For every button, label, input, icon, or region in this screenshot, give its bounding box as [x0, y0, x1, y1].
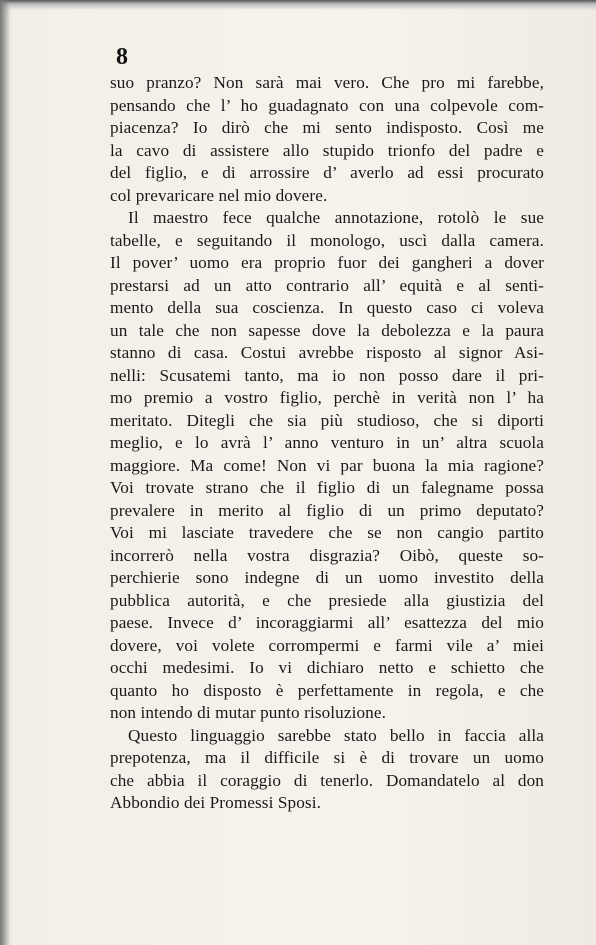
text-line: mento della sua coscienza. In questo caso ci voleva — [110, 298, 544, 317]
text-line: prestarsi ad un atto contrario all’ equità e al senti- — [110, 275, 544, 295]
text-line: tabelle, e seguitando il monologo, uscì dalla camera. — [110, 230, 544, 250]
body-text — [110, 72, 544, 815]
text-line: piacenza? Io dirò che mi sento indisposto. Così me — [110, 118, 544, 137]
text-line: Il pover’ uomo era proprio fuor dei gangheri a dover — [110, 253, 544, 272]
text-line: che abbia il coraggio di tenerlo. Domandatelo al don — [110, 770, 544, 790]
text-line: suo pranzo? Non sarà mai vero. Che pro mi farebbe, — [110, 73, 544, 92]
text-line: quanto ho disposto è perfettamente in regola, e che — [110, 680, 544, 700]
page-top-edge — [0, 0, 596, 10]
page-left-edge — [0, 0, 10, 945]
text-line: Questo linguaggio sarebbe stato bello in faccia alla — [128, 725, 544, 745]
text-line: prevalere in merito al figlio di un primo deputato? — [110, 500, 544, 520]
text-line: mo premio a vostro figlio, perchè in verità non l’ ha — [110, 388, 544, 407]
text-line: pubblica autorità, e che presiede alla giustizia del — [110, 590, 544, 610]
text-line: non intendo di mutar punto risoluzione. — [110, 703, 386, 722]
text-line: dovere, voi volete corrompermi e farmi vile a’ miei — [110, 635, 544, 655]
text-line: la cavo di assistere allo stupido trionfo del padre e — [110, 140, 544, 160]
text-line: incorrerò nella vostra disgrazia? Oibò, queste so- — [110, 545, 544, 565]
text-line: paese. Invece d’ incoraggiarmi all’ esattezza del mio — [110, 613, 544, 632]
text-line: nelli: Scusatemi tanto, ma io non posso dare il pri- — [110, 365, 544, 385]
page-number: 8 — [116, 44, 128, 70]
text-line: meglio, e lo avrà l’ anno venturo in un’ altra scuola — [110, 433, 544, 452]
text-line: prepotenza, ma il difficile si è di trovare un uomo — [110, 748, 544, 767]
text-line: perchierie sono indegne di un uomo investito della — [110, 568, 544, 587]
text-line: meritato. Ditegli che sia più studioso, che si diporti — [110, 410, 544, 430]
text-line: Abbondio dei Promessi Sposi. — [110, 793, 321, 812]
text-line: col prevaricare nel mio dovere. — [110, 185, 328, 205]
text-line: stanno di casa. Costui avrebbe risposto al signor Asi- — [110, 343, 544, 362]
text-line: Voi trovate strano che il figlio di un falegname possa — [110, 478, 544, 497]
text-line: occhi medesimi. Io vi dichiaro netto e schietto che — [110, 658, 544, 677]
text-line: del figlio, e di arrossire d’ averlo ad essi procurato — [110, 163, 544, 182]
text-line: Il maestro fece qualche annotazione, rotolò le sue — [128, 208, 544, 227]
text-line: maggiore. Ma come! Non vi par buona la mia ragione? — [110, 455, 544, 475]
text-line: Voi mi lasciate travedere che se non cangio partito — [110, 523, 544, 542]
text-line: un tale che non sapesse dove la debolezza e la paura — [110, 320, 544, 340]
text-line: pensando che l’ ho guadagnato con una colpevole com- — [110, 95, 544, 115]
